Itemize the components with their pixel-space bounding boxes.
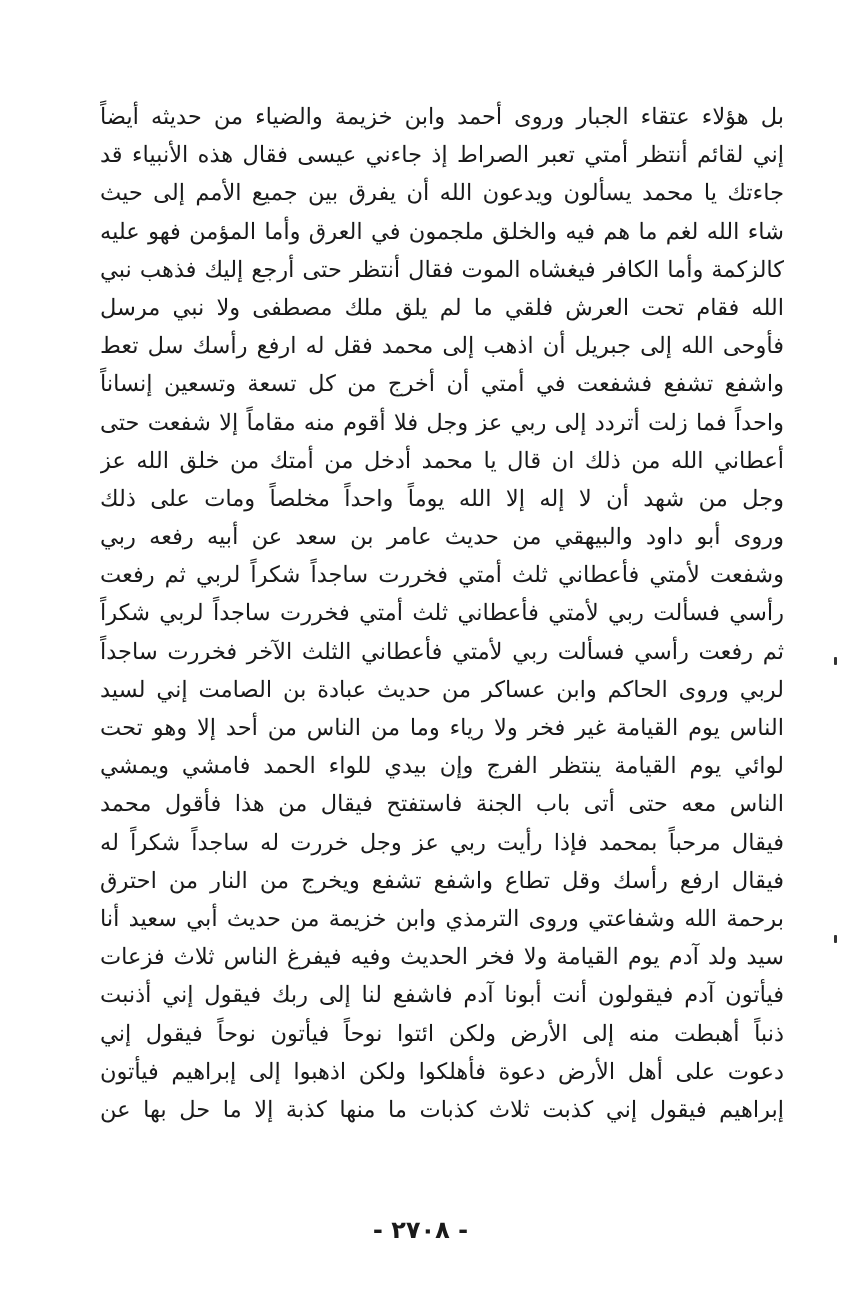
text-line: فيأتون آدم فيقولون أنت أبونا آدم فاشفع لنا إلى ربك فيقول إني أذنبت xyxy=(100,982,784,1009)
text-line: جاءتك يا محمد يسألون ويدعون الله أن يفرق بين جميع الأمم إلى حيث xyxy=(100,180,784,207)
text-line: فيقال ارفع رأسك وقل تطاع واشفع تشفع ويخرج من النار من احترق xyxy=(100,867,784,894)
text-line: واحداً فما زلت أتردد إلى ربي عز وجل فلا أقوم منه مقاماً إلا شفعت حتى xyxy=(100,409,784,436)
body-text xyxy=(100,98,784,1129)
text-line: سيد ولد آدم يوم القيامة ولا فخر الحديث وفيه فيفرغ الناس ثلاث فزعات xyxy=(100,944,784,971)
text-line: الناس معه حتى أتى باب الجنة فاستفتح فيقال من هذا فأقول محمد xyxy=(100,791,784,818)
text-line: ذنباً أهبطت منه إلى الأرض ولكن ائتوا نوحاً فيأتون نوحاً فيقول إني xyxy=(100,1020,784,1047)
text-line: شاء الله لغم ما هم فيه والخلق ملجمون في العرق وأما المؤمن فهو عليه xyxy=(100,218,784,245)
text-line: رأسي فسألت ربي لأمتي فأعطاني ثلث أمتي فخررت ساجداً لربي شكراً xyxy=(100,600,784,627)
text-line: لوائي يوم القيامة ينتظر الفرج وإن بيدي للواء الحمد فامشي ويمشي xyxy=(100,753,784,780)
page-number: - ٢٧٠٨ - xyxy=(372,1216,469,1244)
text-line: ثم رفعت رأسي فسألت ربي لأمتي فأعطاني الثلث الآخر فخررت ساجداً xyxy=(100,638,784,665)
text-line: دعوت على أهل الأرض دعوة فأهلكوا ولكن اذهبوا إلى إبراهيم فيأتون xyxy=(100,1058,784,1085)
text-line: بل هؤلاء عتقاء الجبار وروى أحمد وابن خزيمة والضياء من حديثه أيضاً xyxy=(100,104,784,130)
text-line: لربي وروى الحاكم وابن عساكر من حديث عبادة بن الصامت إني لسيد xyxy=(100,676,784,703)
text-line: كالزكمة وأما الكافر فيغشاه الموت فقال أنتظر حتى أرجع إليك فذهب نبي xyxy=(100,256,784,283)
scan-mark xyxy=(834,657,837,665)
text-line: واشفع تشفع فشفعت في أمتي أن أخرج من كل تسعة وتسعين إنساناً xyxy=(100,371,784,398)
text-line: الله فقام تحت العرش فلقي ما لم يلق ملك مصطفى ولا نبي مرسل xyxy=(100,294,784,321)
text-line: وجل من شهد أن لا إله إلا الله يوماً واحداً مخلصاً ومات على ذلك xyxy=(100,485,784,512)
text-line: فأوحى الله إلى جبريل أن اذهب إلى محمد فقل له ارفع رأسك سل تعط xyxy=(100,333,784,360)
text-line: وروى أبو داود والبيهقي من حديث عامر بن سعد عن أبيه رفعه ربي xyxy=(100,524,784,551)
scan-mark xyxy=(834,935,837,943)
text-line: الناس يوم القيامة غير فخر ولا رياء وما من الناس من أحد إلا وهو تحت xyxy=(100,715,784,741)
text-line: برحمة الله وشفاعتي وروى الترمذي وابن خزيمة من حديث أبي سعيد أنا xyxy=(100,905,784,932)
text-line: إبراهيم فيقول إني كذبت ثلاث كذبات ما منها كذبة إلا ما حل بها عن xyxy=(100,1096,784,1123)
text-line: فيقال مرحباً بمحمد فإذا رأيت ربي عز وجل خررت له ساجداً شكراً له xyxy=(100,829,784,856)
text-line: إني لقائم أنتظر أمتي تعبر الصراط إذ جاءني عيسى فقال هذه الأنبياء قد xyxy=(100,142,784,169)
text-line: أعطاني الله من ذلك ان قال يا محمد أدخل من أمتك من خلق الله عز xyxy=(100,447,784,474)
text-line: وشفعت لأمتي فأعطاني ثلث أمتي فخررت ساجداً شكراً لربي ثم رفعت xyxy=(100,562,784,589)
